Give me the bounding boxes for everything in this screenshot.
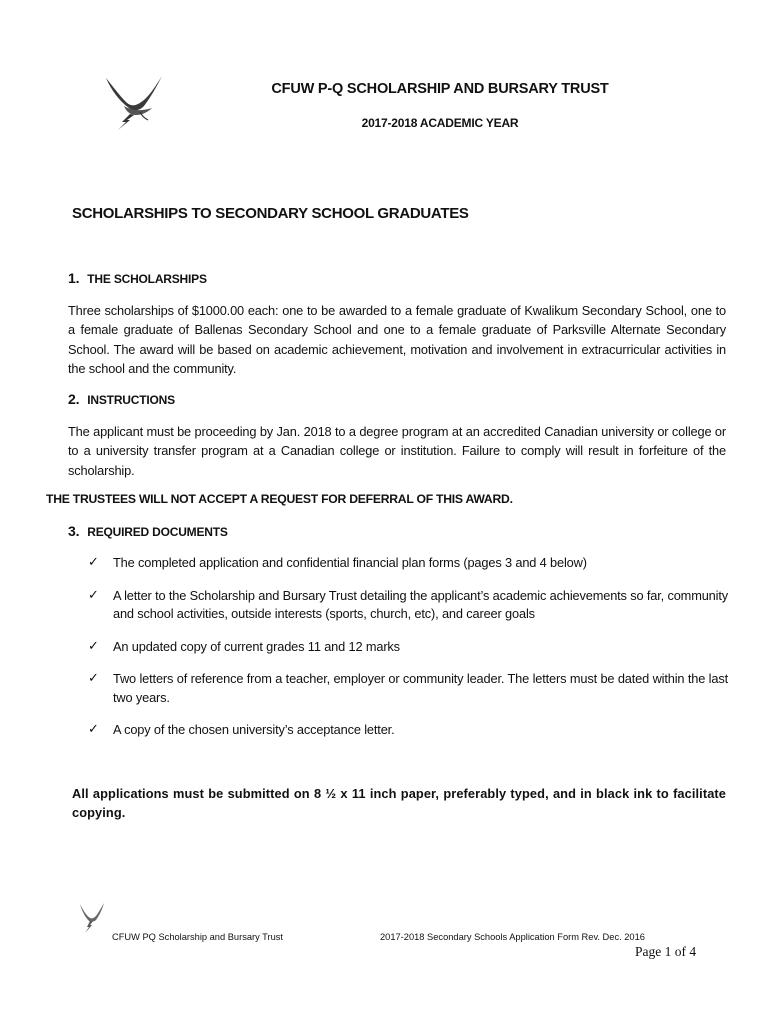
- document-title: CFUW P-Q SCHOLARSHIP AND BURSARY TRUST: [271, 81, 609, 97]
- submission-note: All applications must be submitted on 8 ½ x 11 inch paper, preferably typed, and in black ink to facilitate copying.: [72, 786, 726, 820]
- section-title: INSTRUCTIONS: [87, 393, 175, 407]
- checkmark-icon: ✓: [88, 671, 99, 686]
- required-documents-heading: [68, 523, 228, 539]
- list-item: [88, 638, 728, 657]
- page-number: Page 1 of 4: [635, 944, 697, 959]
- footer-form-revision: 2017-2018 Secondary Schools Application Form Rev. Dec. 2016: [380, 932, 645, 942]
- checkmark-icon: ✓: [88, 722, 99, 737]
- instructions-paragraph: The applicant must be proceeding by Jan. 2018 to a degree program at an accredited Canadian university or college or to a university transfer program at a Canadian college or institution. Failure to comply will result in forfeiture of the scholarship.: [68, 424, 726, 478]
- checkmark-icon: ✓: [88, 638, 99, 654]
- instructions-heading: [68, 391, 175, 407]
- heron-bird-icon: [76, 900, 106, 940]
- section-title: REQUIRED DOCUMENTS: [87, 525, 228, 539]
- section-number: 3.: [68, 523, 80, 539]
- list-item: [88, 554, 728, 573]
- scholarships-paragraph: Three scholarships of $1000.00 each: one to be awarded to a female graduate of Kwalikum Secondary School, one to a female graduate of Ballenas Secondary School and one to a female graduate of Parksville Alternate Secondary School. The award will be based on academic achievement, motivation and involvement in extracurricular activities in the school and the community.: [68, 303, 726, 376]
- checkmark-icon: ✓: [88, 587, 99, 603]
- section-number: 1.: [68, 270, 80, 286]
- footer-organization: CFUW PQ Scholarship and Bursary Trust: [112, 932, 284, 942]
- list-item: [88, 587, 728, 624]
- section-number: 2.: [68, 391, 80, 407]
- trustees-notice: THE TRUSTEES WILL NOT ACCEPT A REQUEST FOR DEFERRAL OF THIS AWARD.: [46, 492, 513, 506]
- list-item-text: An updated copy of current grades 11 and 12 marks: [113, 638, 400, 654]
- list-item: [88, 721, 728, 740]
- academic-year: 2017-2018 ACADEMIC YEAR: [361, 116, 519, 130]
- required-documents-list: [88, 554, 728, 740]
- list-item-text: Two letters of reference from a teacher, employer or community leader. The letters must be dated within the last two years.: [113, 671, 728, 705]
- section-heading: SCHOLARSHIPS TO SECONDARY SCHOOL GRADUATES: [72, 205, 469, 222]
- list-item-text: The completed application and confidential financial plan forms (pages 3 and 4 below): [113, 555, 587, 570]
- list-item-text: A copy of the chosen university’s acceptance letter.: [113, 722, 395, 737]
- list-item-text: A letter to the Scholarship and Bursary Trust detailing the applicant’s academic achievements so far, community and school activities, outside interests (sports, church, etc), and career goals: [113, 587, 728, 621]
- section-title: THE SCHOLARSHIPS: [87, 272, 207, 286]
- checkmark-icon: ✓: [88, 555, 99, 570]
- list-item: [88, 670, 728, 707]
- scholarships-heading: [68, 270, 207, 286]
